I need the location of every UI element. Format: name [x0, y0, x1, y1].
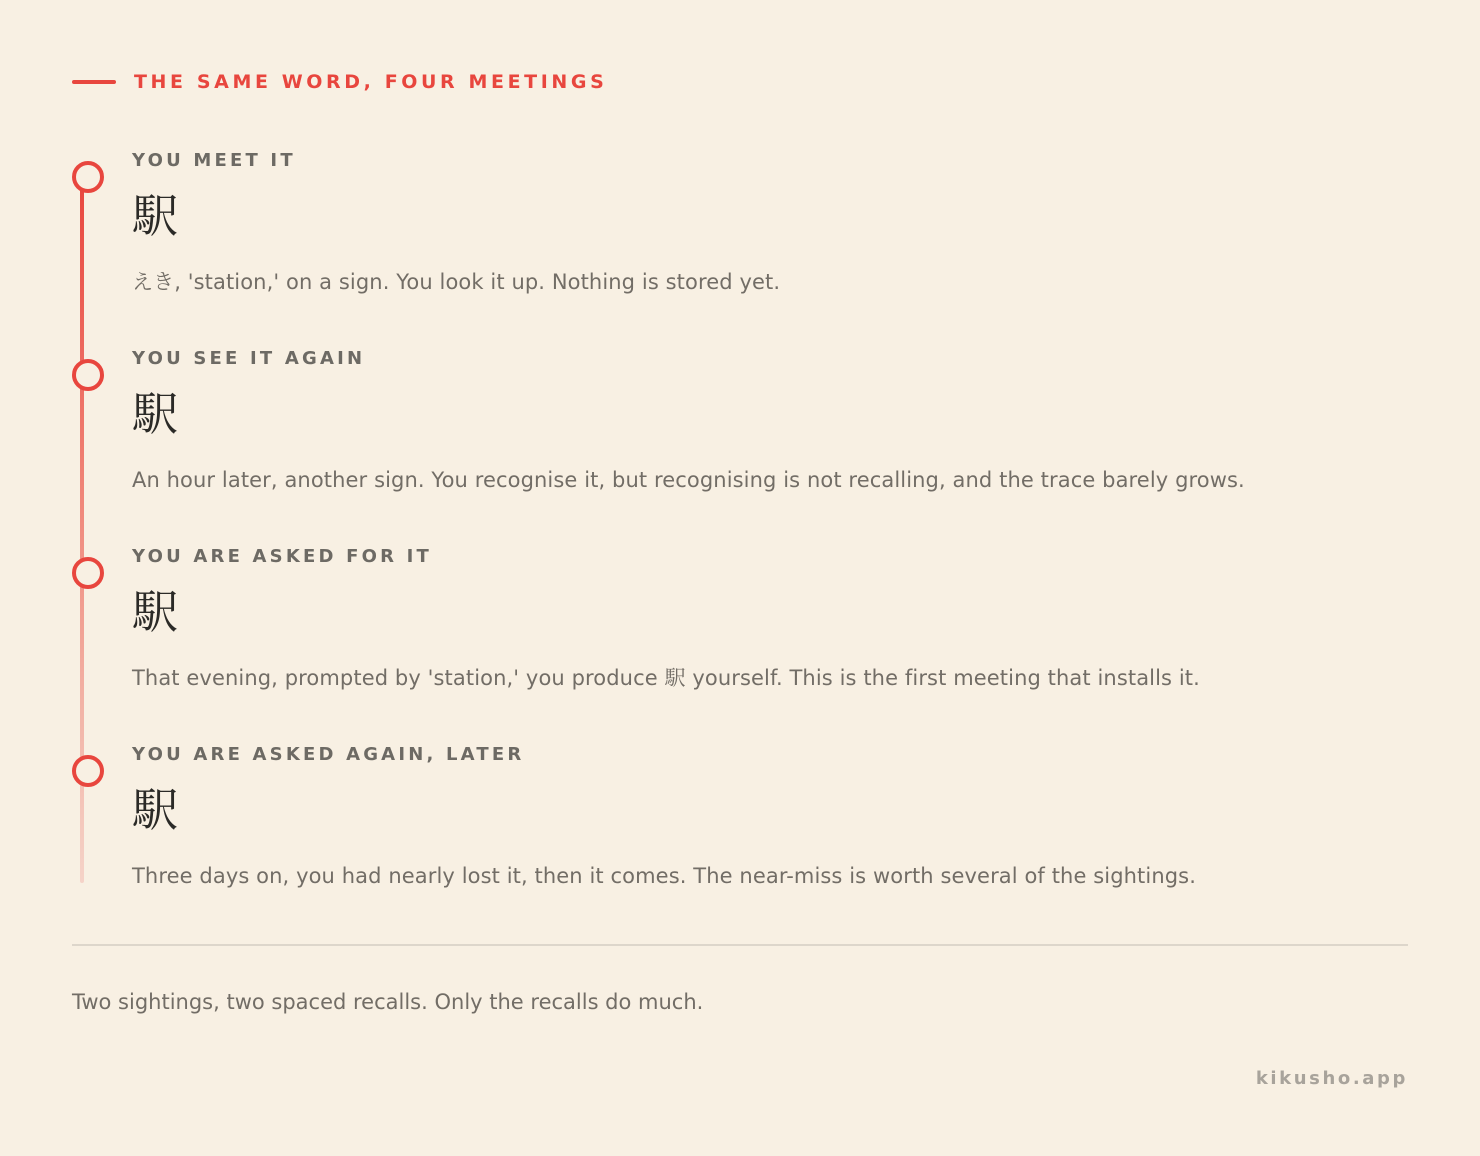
step-label: YOU MEET IT — [132, 150, 296, 171]
page-title: THE SAME WORD, FOUR MEETINGS — [134, 71, 608, 93]
step-description: An hour later, another sign. You recognise it, but recognising is not recalling, and the trace barely grows. — [132, 468, 1245, 492]
step-kanji: 駅 — [132, 189, 178, 243]
summary-text: Two sightings, two spaced recalls. Only the recalls do much. — [72, 990, 704, 1014]
timeline-node — [72, 557, 104, 589]
step-label: YOU ARE ASKED FOR IT — [132, 546, 432, 567]
timeline-node — [72, 359, 104, 391]
timeline-node — [72, 755, 104, 787]
section-header — [72, 64, 607, 100]
step-kanji: 駅 — [132, 783, 178, 837]
step-kanji: 駅 — [132, 585, 178, 639]
step-description: That evening, prompted by 'station,' you produce 駅 yourself. This is the first meeting that installs it. — [132, 666, 1200, 690]
step-label: YOU ARE ASKED AGAIN, LATER — [132, 744, 525, 765]
step-description: えき, 'station,' on a sign. You look it up. Nothing is stored yet. — [132, 270, 781, 294]
header-accent-rule — [72, 80, 116, 84]
divider — [72, 944, 1408, 946]
timeline-node — [72, 161, 104, 193]
step-description: Three days on, you had nearly lost it, then it comes. The near-miss is worth several of the sightings. — [132, 864, 1196, 888]
step-label: YOU SEE IT AGAIN — [132, 348, 366, 369]
step-kanji: 駅 — [132, 387, 178, 441]
brand-link[interactable]: kikusho.app — [1255, 1068, 1408, 1089]
